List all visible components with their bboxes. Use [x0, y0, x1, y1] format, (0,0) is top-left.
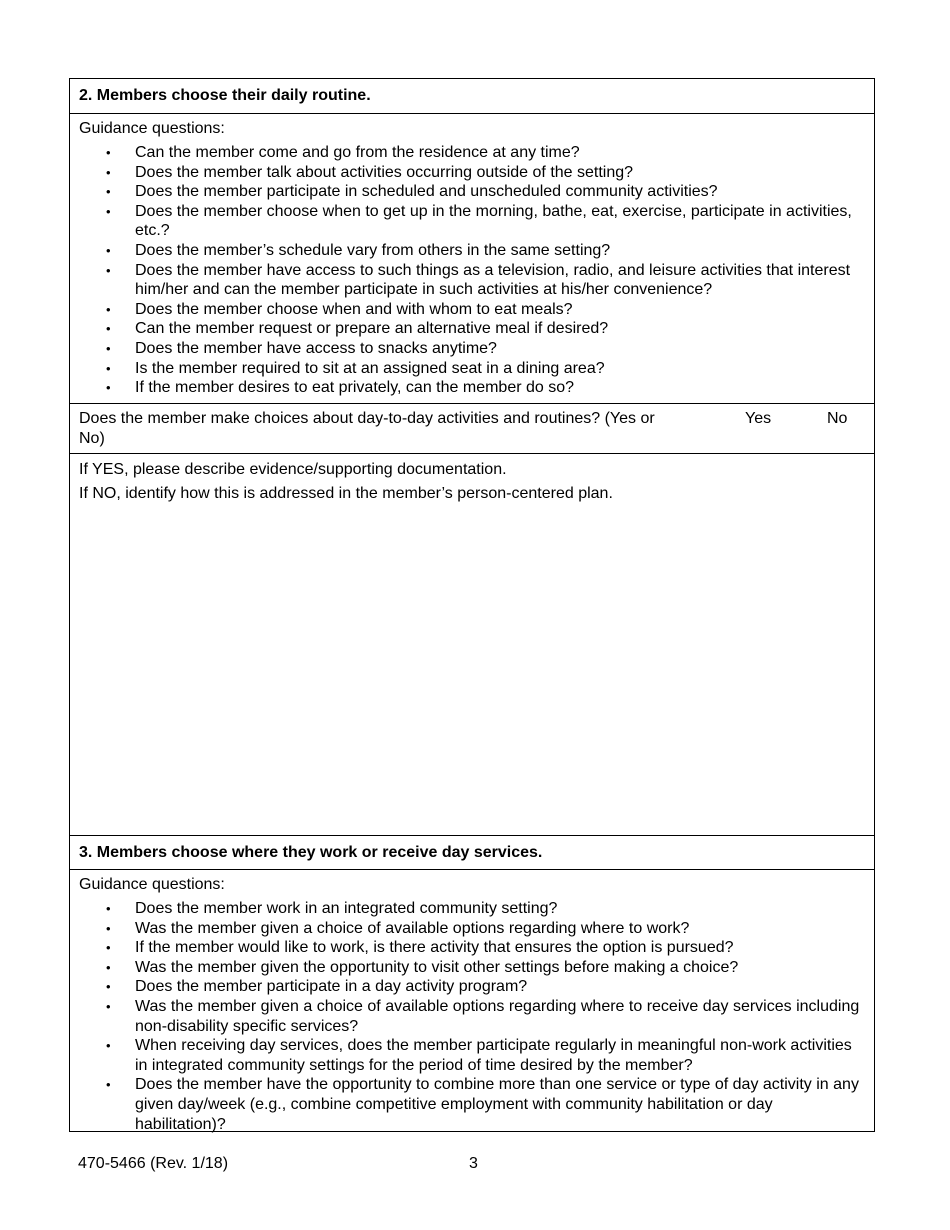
list-item: • Was the member given a choice of available options regarding where to receive day services including non-disability specific services? — [106, 997, 860, 1035]
list-item: • Does the member participate in a day activity program? — [106, 978, 528, 996]
assessment-form-table — [69, 78, 875, 1132]
bullet-icon: • — [106, 1038, 111, 1054]
bullet-icon: • — [106, 262, 111, 278]
list-item: • Is the member required to sit at an assigned seat in a dining area? — [106, 359, 605, 377]
section-2-guidance — [70, 113, 874, 403]
list-item: • When receiving day services, does the member participate regularly in meaningful non-work activities in integrated community settings for the period of time desired by the member? — [106, 1037, 852, 1074]
bullet-icon: • — [106, 998, 111, 1014]
yes-option[interactable]: Yes — [745, 410, 772, 427]
list-item: • Does the member have access to snacks anytime? — [106, 339, 497, 357]
no-option[interactable]: No — [827, 410, 848, 427]
bullet-icon: • — [106, 321, 111, 337]
list-item: • Does the member choose when and with whom to eat meals? — [106, 300, 573, 318]
if-yes-instruction: If YES, please describe evidence/supporting documentation. — [79, 461, 507, 478]
section-3-guidance — [70, 869, 874, 1131]
bullet-icon: • — [106, 340, 111, 356]
list-item: • Does the member talk about activities occurring outside of the setting? — [106, 163, 634, 181]
section-3-header — [70, 835, 874, 869]
bullet-icon: • — [106, 380, 111, 396]
list-item: • Does the member participate in scheduled and unscheduled community activities? — [106, 183, 718, 201]
list-item: • Can the member request or prepare an alternative meal if desired? — [106, 320, 609, 338]
list-item: • Was the member given a choice of available options regarding where to work? — [106, 919, 690, 937]
list-item: • Can the member come and go from the residence at any time? — [106, 144, 580, 161]
section-3-guidance-label: Guidance questions: — [79, 876, 225, 893]
bullet-icon: • — [106, 203, 111, 219]
list-item: • Does the member’s schedule vary from others in the same setting? — [106, 241, 611, 259]
list-item: • If the member would like to work, is there activity that ensures the option is pursued? — [106, 939, 734, 957]
section-3-question-list — [70, 899, 866, 1134]
bullet-icon: • — [106, 164, 111, 180]
section-3-title: 3. Members choose where they work or receive day services. — [79, 844, 543, 861]
yes-no-question: Does the member make choices about day-to-day activities and routines? (Yes or No) — [79, 410, 655, 447]
bullet-icon: • — [106, 1077, 111, 1093]
bullet-icon: • — [106, 940, 111, 956]
bullet-icon: • — [106, 901, 111, 916]
list-item: • Does the member work in an integrated community setting? — [106, 900, 558, 917]
bullet-icon: • — [106, 920, 111, 936]
list-item: • Was the member given the opportunity to visit other settings before making a choice? — [106, 958, 739, 976]
bullet-icon: • — [106, 360, 111, 376]
bullet-icon: • — [106, 184, 111, 200]
section-2-documentation-area[interactable] — [70, 453, 874, 835]
section-2-yes-no-row — [70, 403, 874, 453]
section-2-header — [70, 79, 874, 113]
section-2-question-list — [70, 143, 866, 398]
bullet-icon: • — [106, 145, 111, 160]
list-item: • If the member desires to eat privately, can the member do so? — [106, 379, 575, 397]
list-item: • Does the member have the opportunity to combine more than one service or type of day activity in any given day/week (e.g., combine competitive employment with community habilitation or day habilitation)? — [106, 1076, 859, 1133]
page-number: 3 — [469, 1155, 478, 1172]
section-2-guidance-label: Guidance questions: — [79, 120, 225, 137]
list-item: • Does the member choose when to get up in the morning, bathe, eat, exercise, participate in activities, etc.? — [106, 202, 852, 240]
list-item: • Does the member have access to such things as a television, radio, and leisure activities that interest him/her and can the member participate in such activities at his/her convenience? — [106, 261, 851, 299]
section-2-title: 2. Members choose their daily routine. — [79, 87, 371, 104]
form-number: 470-5466 (Rev. 1/18) — [78, 1155, 229, 1172]
if-no-instruction: If NO, identify how this is addressed in the member’s person-centered plan. — [79, 485, 613, 502]
bullet-icon: • — [106, 959, 111, 975]
bullet-icon: • — [106, 979, 111, 995]
bullet-icon: • — [106, 242, 111, 258]
bullet-icon: • — [106, 301, 111, 317]
